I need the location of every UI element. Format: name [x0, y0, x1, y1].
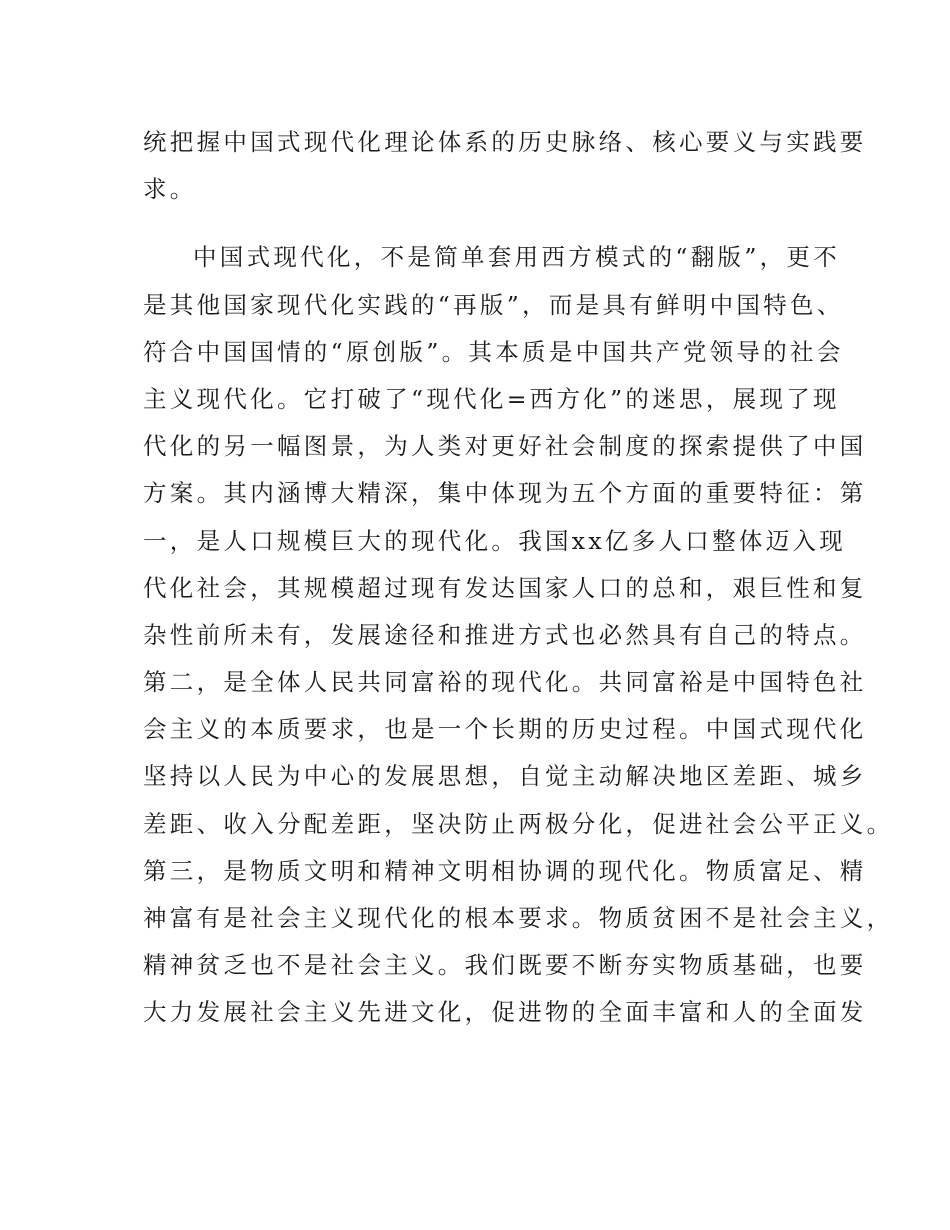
text-line: 方案。其内涵博大精深，集中体现为五个方面的重要特征：第 [143, 479, 867, 508]
text-line: 是其他国家现代化实践的“再版”，而是具有鲜明中国特色、 [143, 290, 844, 319]
text-line: 杂性前所未有，发展途径和推进方式也必然具有自己的特点。 [143, 620, 867, 649]
text-line: 符合中国国情的“原创版”。其本质是中国共产党领导的社会 [143, 337, 844, 366]
text-line: 会主义的本质要求，也是一个长期的历史过程。中国式现代化 [143, 715, 867, 744]
text-line: 一，是人口规模巨大的现代化。我国xx亿多人口整体迈入现 [143, 526, 847, 555]
text-line: 代化社会，其规模超过现有发达国家人口的总和，艰巨性和复 [143, 573, 867, 602]
text-line: 主义现代化。它打破了“现代化=西方化”的迷思，展现了现 [143, 384, 840, 413]
text-line: 求。 [143, 175, 197, 204]
text-line: 差距、收入分配差距，坚决防止两极分化，促进社会公平正义。 [143, 809, 894, 838]
text-line: 代化的另一幅图景，为人类对更好社会制度的探索提供了中国 [143, 432, 867, 461]
text-line: 坚持以人民为中心的发展思想，自觉主动解决地区差距、城乡 [143, 762, 867, 791]
text-line: 统把握中国式现代化理论体系的历史脉络、核心要义与实践要 [143, 128, 867, 156]
text-line: 精神贫乏也不是社会主义。我们既要不断夯实物质基础，也要 [143, 951, 867, 980]
document-page [143, 119, 894, 1037]
text-line: 神富有是社会主义现代化的根本要求。物质贫困不是社会主义， [143, 904, 894, 932]
text-line: 中国式现代化，不是简单套用西方模式的“翻版”，更不 [193, 243, 841, 272]
text-line: 第二，是全体人民共同富裕的现代化。共同富裕是中国特色社 [143, 668, 867, 697]
paragraph-2 [143, 234, 894, 1036]
text-line: 第三，是物质文明和精神文明相协调的现代化。物质富足、精 [143, 856, 867, 885]
paragraph-1 [143, 119, 867, 213]
text-line: 大力发展社会主义先进文化，促进物的全面丰富和人的全面发 [143, 998, 867, 1027]
